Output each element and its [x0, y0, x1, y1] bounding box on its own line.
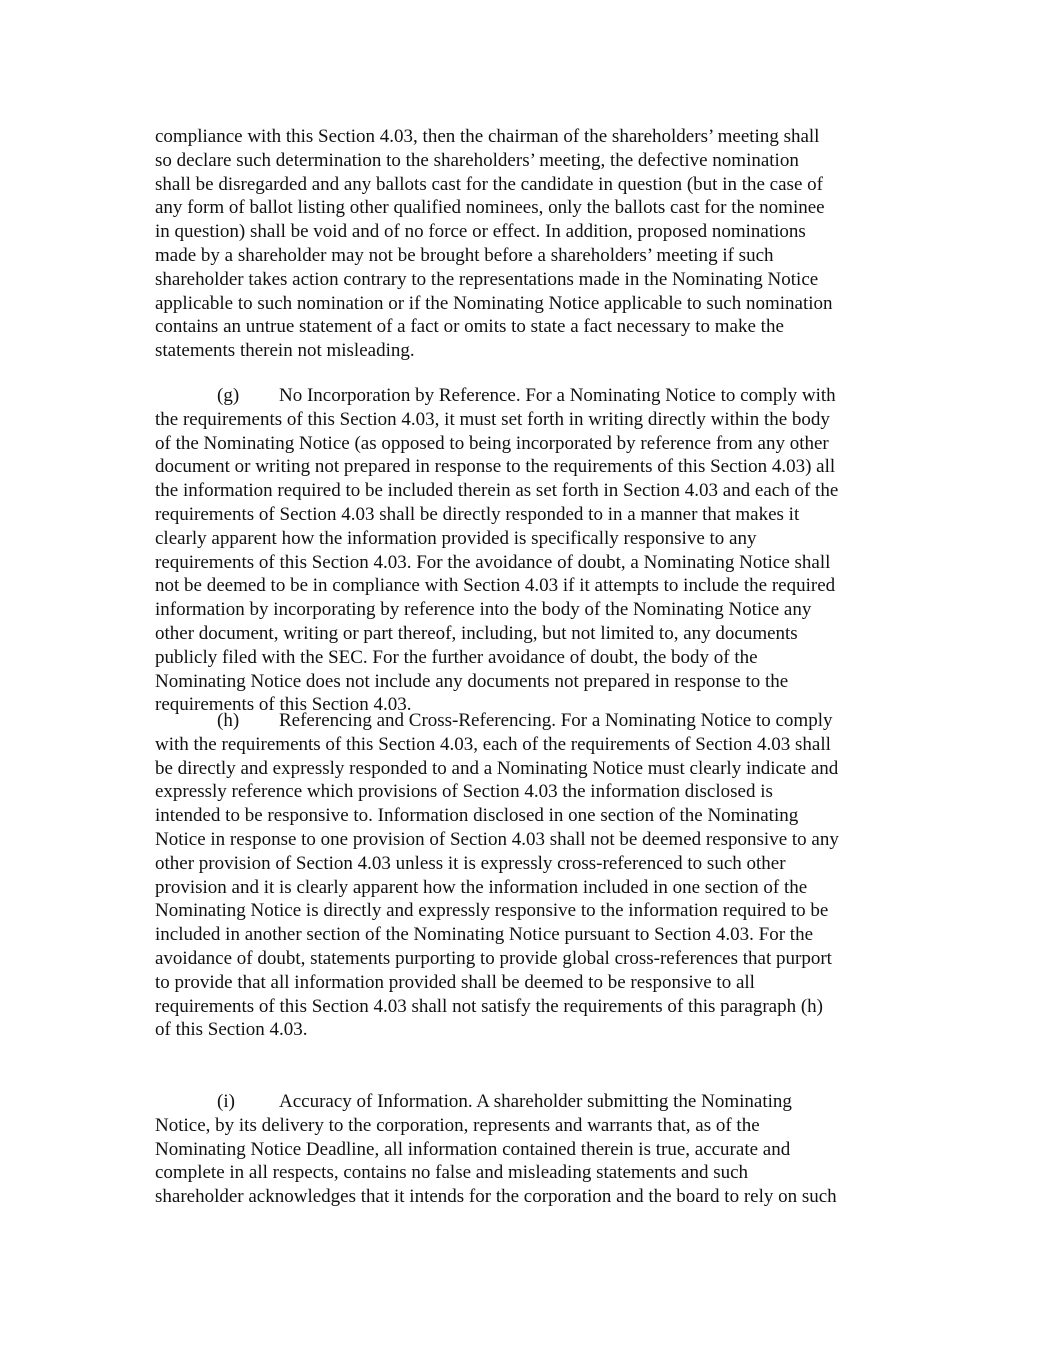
text-line: other document, writing or part thereof, including, but not limited to, any documents	[155, 622, 798, 644]
paragraph-heading-text: No Incorporation by Reference. For a Nominating Notice to comply with	[279, 385, 836, 406]
text-line: be directly and expressly responded to and a Nominating Notice must clearly indicate and	[155, 757, 839, 779]
text-line: the requirements of this Section 4.03, it must set forth in writing directly within the body	[155, 408, 830, 430]
text-line: information by incorporating by reference into the body of the Nominating Notice any	[155, 599, 812, 621]
text-line: requirements of this Section 4.03. For the avoidance of doubt, a Nominating Notice shall	[155, 551, 831, 573]
text-line: expressly reference which provisions of Section 4.03 the information disclosed is	[155, 781, 773, 803]
paragraph-heading-text: Accuracy of Information. A shareholder submitting the Nominating	[279, 1091, 792, 1112]
text-line: shareholder takes action contrary to the representations made in the Nominating Notice	[155, 268, 819, 290]
text-line: applicable to such nomination or if the Nominating Notice applicable to such nomination	[155, 292, 833, 314]
text-line: other provision of Section 4.03 unless it is expressly cross-referenced to such other	[155, 852, 786, 874]
text-line: to provide that all information provided shall be deemed to be responsive to all	[155, 971, 755, 993]
paragraph-label: (g)	[217, 385, 240, 406]
text-line: shall be disregarded and any ballots cast for the candidate in question (but in the case of	[155, 173, 823, 195]
text-line: intended to be responsive to. Information disclosed in one section of the Nominating	[155, 805, 799, 827]
text-line: requirements of this Section 4.03.	[155, 694, 412, 716]
text-line: compliance with this Section 4.03, then the chairman of the shareholders’ meeting shall	[155, 126, 820, 147]
text-line: document or writing not prepared in response to the requirements of this Section 4.03) all	[155, 456, 836, 478]
text-line: made by a shareholder may not be brought before a shareholders’ meeting if such	[155, 244, 774, 266]
paragraph-f-continuation	[155, 125, 915, 363]
text-line: of this Section 4.03.	[155, 1019, 308, 1041]
text-line: publicly filed with the SEC. For the further avoidance of doubt, the body of the	[155, 646, 758, 668]
text-line: with the requirements of this Section 4.03, each of the requirements of Section 4.03 shall	[155, 733, 831, 755]
text-line: contains an untrue statement of a fact or omits to state a fact necessary to make the	[155, 316, 784, 338]
paragraph-i	[155, 1090, 915, 1209]
text-line: any form of ballot listing other qualified nominees, only the ballots cast for the nominee	[155, 197, 825, 219]
paragraph-h	[155, 709, 915, 1042]
text-line: clearly apparent how the information provided is specifically responsive to any	[155, 527, 757, 549]
text-line: in question) shall be void and of no force or effect. In addition, proposed nominations	[155, 221, 806, 243]
text-line: Nominating Notice does not include any documents not prepared in response to the	[155, 670, 789, 692]
paragraph-label: (h)	[217, 710, 240, 731]
text-line: not be deemed to be in compliance with Section 4.03 if it attempts to include the required	[155, 575, 836, 597]
paragraph-heading-text: Referencing and Cross-Referencing. For a Nominating Notice to comply	[279, 710, 833, 731]
paragraph-first-line	[155, 709, 915, 733]
paragraph-g	[155, 384, 915, 717]
text-line: Nominating Notice Deadline, all information contained therein is true, accurate and	[155, 1138, 791, 1160]
text-line: Notice in response to one provision of Section 4.03 shall not be deemed responsive to any	[155, 828, 839, 850]
paragraph-first-line	[155, 384, 915, 408]
paragraph-label: (i)	[217, 1091, 235, 1112]
text-line: complete in all respects, contains no false and misleading statements and such	[155, 1162, 749, 1184]
text-line: the information required to be included therein as set forth in Section 4.03 and each of the	[155, 480, 839, 502]
text-line: Nominating Notice is directly and expressly responsive to the information required to be	[155, 900, 829, 922]
text-line: of the Nominating Notice (as opposed to being incorporated by reference from any other	[155, 432, 829, 454]
text-line: statements therein not misleading.	[155, 340, 415, 362]
paragraph-first-line	[155, 1090, 915, 1114]
text-line: Notice, by its delivery to the corporation, represents and warrants that, as of the	[155, 1114, 760, 1136]
text-line: avoidance of doubt, statements purporting to provide global cross-references that purport	[155, 947, 832, 969]
text-line: requirements of Section 4.03 shall be directly responded to in a manner that makes it	[155, 503, 800, 525]
text-line: included in another section of the Nominating Notice pursuant to Section 4.03. For the	[155, 924, 814, 946]
text-line: shareholder acknowledges that it intends for the corporation and the board to rely on such	[155, 1186, 837, 1208]
text-line: so declare such determination to the shareholders’ meeting, the defective nomination	[155, 149, 799, 171]
text-line: requirements of this Section 4.03 shall not satisfy the requirements of this paragraph (h)	[155, 995, 824, 1017]
text-line: provision and it is clearly apparent how the information included in one section of the	[155, 876, 808, 898]
